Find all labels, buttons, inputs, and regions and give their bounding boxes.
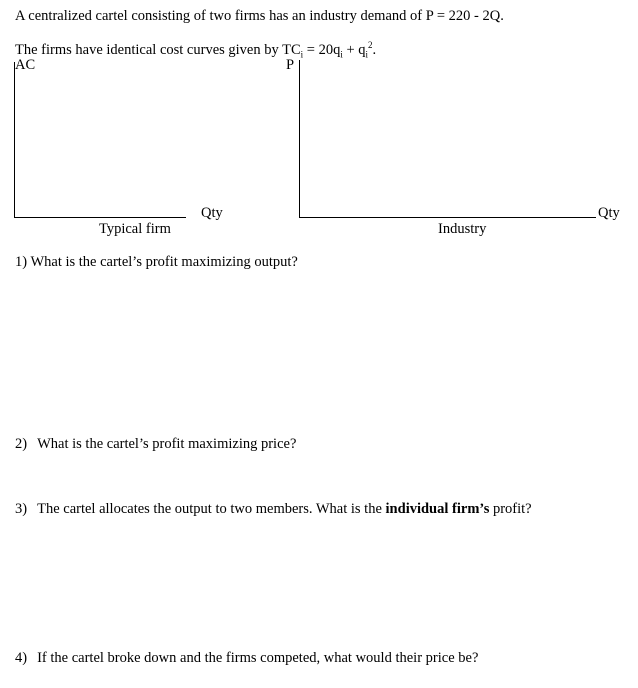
- left-x-axis: [14, 217, 186, 218]
- intro-line-2: The firms have identical cost curves given by $TC_i = 20q_i + q_i^2$.: [15, 40, 377, 60]
- intro-line-1: A centralized cartel consisting of two firms has an industry demand of P = 220 - 2Q.: [15, 8, 504, 24]
- right-y-axis-label: P: [286, 57, 295, 73]
- question-2: [15, 437, 296, 452]
- right-graph-caption: Industry: [438, 221, 487, 237]
- question-4: [15, 651, 478, 666]
- right-x-axis-label: Qty: [598, 205, 620, 221]
- right-y-axis: [299, 60, 300, 217]
- question-3-number: 3): [15, 501, 28, 517]
- left-x-axis-label: Qty: [201, 205, 223, 221]
- question-3: 3) The cartel allocates the output to two members. What is the individual firm’s profit?: [15, 501, 532, 517]
- question-2-text: What is the cartel’s profit maximizing price?: [37, 436, 297, 452]
- question-3-emphasis: individual firm’s: [385, 501, 490, 517]
- question-1: 1) What is the cartel’s profit maximizing output?: [15, 254, 298, 270]
- left-y-axis-label: AC: [15, 57, 36, 73]
- question-4-text: If the cartel broke down and the firms competed, what would their price be?: [37, 650, 479, 666]
- left-y-axis: [14, 62, 15, 217]
- right-x-axis: [299, 217, 596, 218]
- question-2-number: 2): [15, 436, 28, 452]
- left-graph-caption: Typical firm: [99, 221, 171, 237]
- question-4-number: 4): [15, 650, 28, 666]
